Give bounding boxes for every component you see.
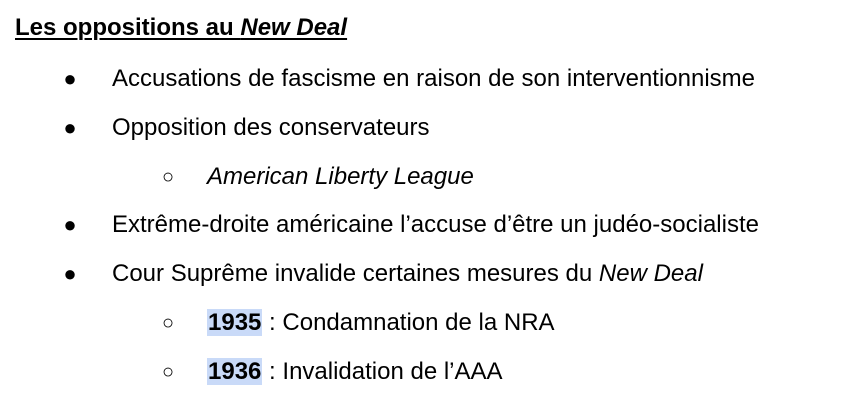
hollow-bullet-icon: ○ — [161, 166, 175, 188]
sub-list-item-rest: : Invalidation de l’AAA — [262, 358, 503, 385]
list-item-text: Extrême-droite américaine l’accuse d’être un judéo-socialiste — [112, 211, 759, 238]
sub-list-item-rest: : Condamnation de la NRA — [262, 309, 555, 336]
year-highlight: 1935 — [208, 309, 262, 336]
list-item-text-emphasis: New Deal — [598, 260, 703, 287]
list-item-text-prefix: Cour Suprême invalide certaines mesures du — [112, 260, 599, 287]
sub-list-item-text: American Liberty League — [207, 163, 474, 190]
list-item-text — [112, 257, 703, 291]
hollow-bullet-icon: ○ — [161, 312, 175, 334]
sub-list-item-text — [207, 306, 555, 340]
sub-list-item-text — [207, 355, 503, 389]
list-item-text: Accusations de fascisme en raison de son interventionnisme — [112, 65, 756, 92]
title-emphasis: New Deal — [240, 14, 348, 41]
filled-bullet-icon: ● — [63, 66, 77, 91]
filled-bullet-icon: ● — [63, 261, 77, 286]
hollow-bullet-icon: ○ — [161, 361, 175, 383]
list-item-text: Opposition des conservateurs — [112, 114, 430, 141]
filled-bullet-icon: ● — [63, 115, 77, 140]
filled-bullet-icon: ● — [63, 212, 77, 237]
year-highlight: 1936 — [208, 358, 262, 385]
title-prefix: Les oppositions au — [15, 14, 241, 41]
page-title — [15, 12, 347, 44]
